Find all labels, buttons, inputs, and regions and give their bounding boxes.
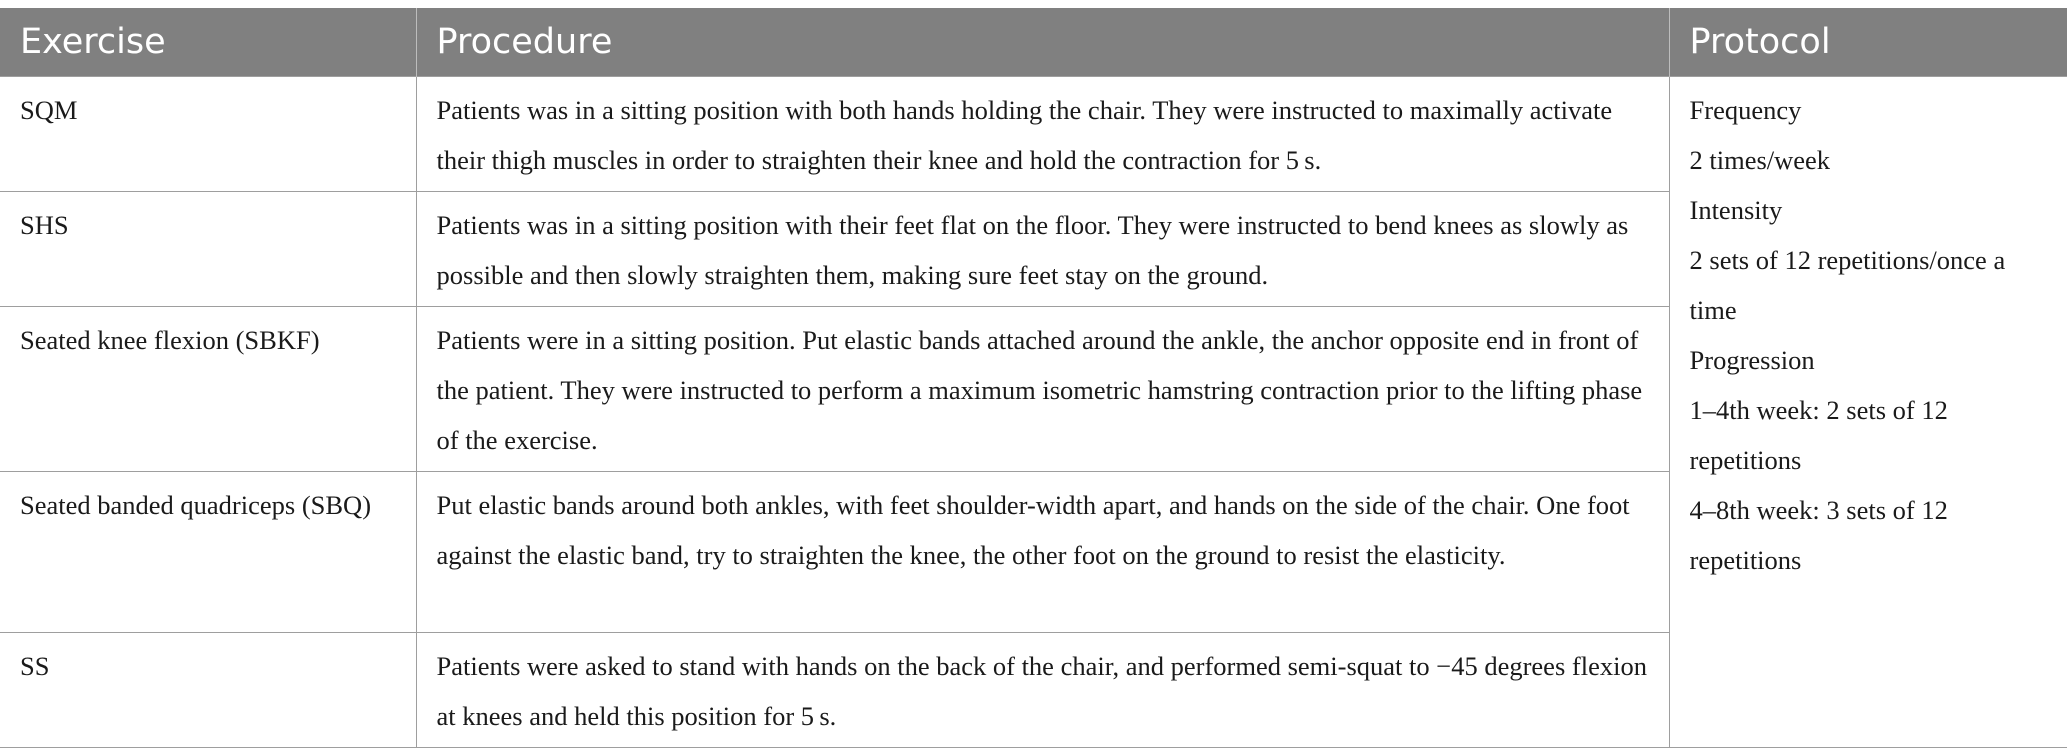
table-row [0,76,2067,191]
table-body [0,76,2067,747]
table [0,8,2067,748]
protocol-progression-week1-4: 1–4th week: 2 sets of 12 repetitions [1689,394,1948,475]
procedure-cell: Patients was in a sitting position with both hands holding the chair. They were instructed to maximally activate their thigh muscles in order to straighten their knee and hold the contraction for 5 s. [416,76,1669,191]
protocol-intensity-value: 2 sets of 12 repetitions/once a time [1689,244,2006,325]
header-row [0,8,2067,76]
exercise-cell: SS [0,632,416,747]
protocol-progression-label: Progression [1689,344,1815,375]
protocol-frequency-value: 2 times/week [1689,144,1831,175]
protocol-frequency-label: Frequency [1689,94,1802,125]
header-procedure: Procedure [416,8,1669,76]
exercise-cell: Seated knee flexion (SBKF) [0,306,416,471]
protocol-cell [1669,76,2067,747]
exercise-cell: SHS [0,191,416,306]
exercise-protocol-table [0,8,2067,748]
protocol-intensity-label: Intensity [1689,194,1783,225]
protocol-progression-week4-8: 4–8th week: 3 sets of 12 repetitions [1689,494,1948,575]
table-header [0,8,2067,76]
header-exercise: Exercise [0,8,416,76]
procedure-cell: Patients were in a sitting position. Put elastic bands attached around the ankle, the anchor opposite end in front of the patient. They were instructed to perform a maximum isometric hamstring contraction prior to the lifting phase of the exercise. [416,306,1669,471]
procedure-cell: Put elastic bands around both ankles, with feet shoulder-width apart, and hands on the side of the chair. One foot against the elastic band, try to straighten the knee, the other foot on the ground to resist the elasticity. [416,471,1669,632]
header-protocol: Protocol [1669,8,2067,76]
procedure-cell: Patients were asked to stand with hands on the back of the chair, and performed semi-squat to −45 degrees flexion at knees and held this position for 5 s. [416,632,1669,747]
exercise-cell: Seated banded quadriceps (SBQ) [0,471,416,632]
procedure-cell: Patients was in a sitting position with their feet flat on the floor. They were instructed to bend knees as slowly as possible and then slowly straighten them, making sure feet stay on the ground. [416,191,1669,306]
exercise-cell: SQM [0,76,416,191]
